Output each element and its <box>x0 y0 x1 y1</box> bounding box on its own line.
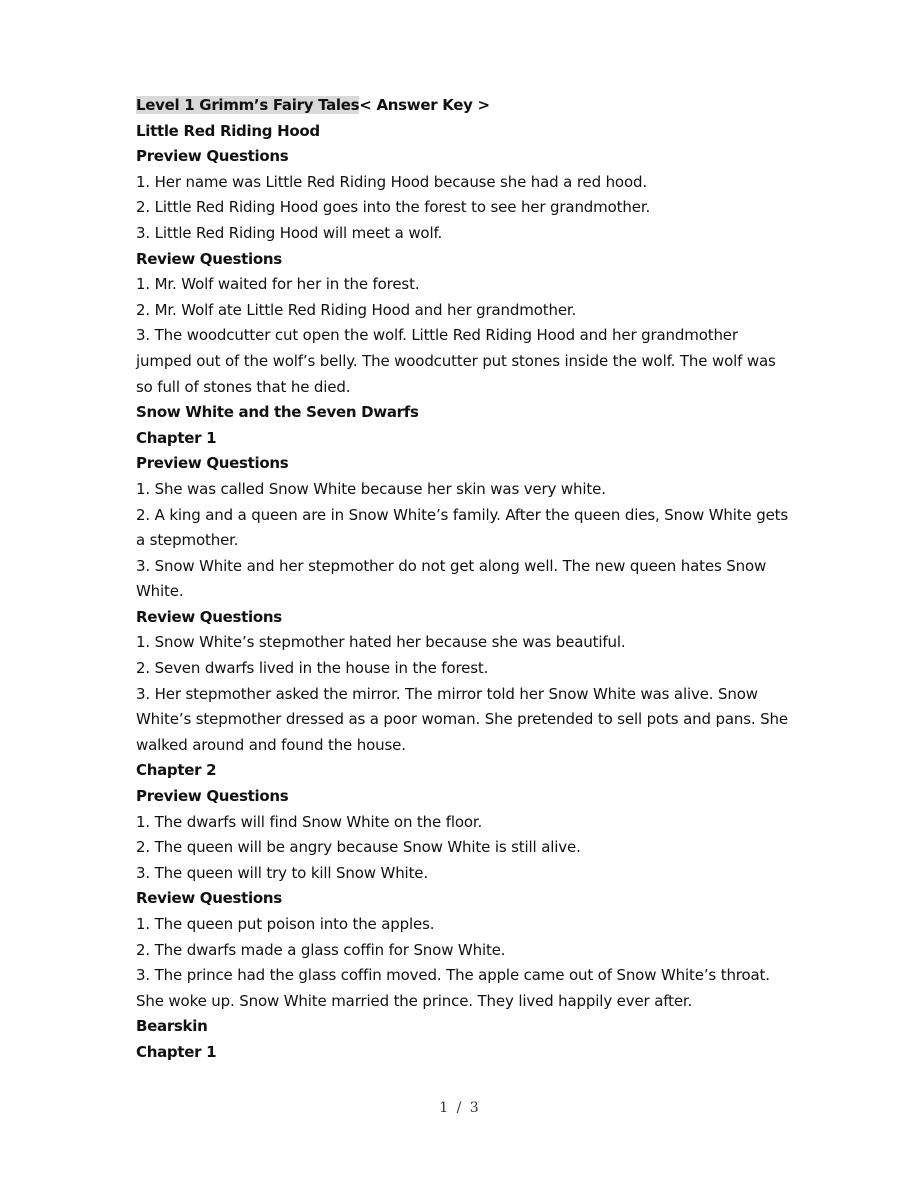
section-heading: Preview Questions <box>136 147 289 166</box>
section-heading: Chapter 1 <box>136 428 217 447</box>
section-heading: Snow White and the Seven Dwarfs <box>136 403 419 422</box>
page-number: 1 / 3 <box>439 1100 481 1116</box>
answer-line: 1. She was called Snow White because her skin was very white. <box>136 479 606 498</box>
answer-line: jumped out of the wolf’s belly. The woodcutter put stones inside the wolf. The wolf was <box>136 351 776 370</box>
answer-line: a stepmother. <box>136 531 239 550</box>
answer-line: walked around and found the house. <box>136 735 406 754</box>
title-highlight: Level 1 Grimm’s Fairy Tales <box>136 96 360 114</box>
section-heading: Little Red Riding Hood <box>136 121 320 140</box>
answer-line: 3. The prince had the glass coffin moved. The apple came out of Snow White’s throat. <box>136 966 770 985</box>
answer-line: 1. The dwarfs will find Snow White on the floor. <box>136 812 483 831</box>
section-heading: Preview Questions <box>136 787 289 806</box>
section-heading: Review Questions <box>136 889 282 908</box>
section-heading: Preview Questions <box>136 454 289 473</box>
answer-line: 2. Mr. Wolf ate Little Red Riding Hood and her grandmother. <box>136 300 577 319</box>
section-heading: Bearskin <box>136 1017 208 1036</box>
answer-line: 2. Seven dwarfs lived in the house in the forest. <box>136 659 489 678</box>
title-answer-key: < Answer Key > <box>359 96 490 114</box>
answer-line: 3. Her stepmother asked the mirror. The mirror told her Snow White was alive. Snow <box>136 684 758 703</box>
answer-line: 3. Little Red Riding Hood will meet a wolf. <box>136 223 443 242</box>
answer-line: White. <box>136 582 184 601</box>
answer-line: 2. Little Red Riding Hood goes into the forest to see her grandmother. <box>136 198 651 217</box>
section-heading: Review Questions <box>136 607 282 626</box>
answer-line: White’s stepmother dressed as a poor woman. She pretended to sell pots and pans. She <box>136 710 788 729</box>
document-title <box>136 93 796 119</box>
answer-line: 3. Snow White and her stepmother do not get along well. The new queen hates Snow <box>136 556 767 575</box>
section-heading: Chapter 2 <box>136 761 217 780</box>
answer-line: 1. The queen put poison into the apples. <box>136 915 435 933</box>
answer-line: 3. The woodcutter cut open the wolf. Little Red Riding Hood and her grandmother <box>136 326 738 345</box>
answer-line: 2. The queen will be angry because Snow White is still alive. <box>136 838 581 857</box>
section-heading: Review Questions <box>136 249 282 268</box>
answer-line: 1. Snow White’s stepmother hated her because she was beautiful. <box>136 633 626 652</box>
section-heading: Chapter 1 <box>136 1042 217 1061</box>
answer-line: 1. Mr. Wolf waited for her in the forest. <box>136 275 420 294</box>
document-body <box>136 93 796 1066</box>
answer-line: 2. The dwarfs made a glass coffin for Snow White. <box>136 940 506 959</box>
answer-line: 3. The queen will try to kill Snow White. <box>136 863 428 882</box>
answer-line: 1. Her name was Little Red Riding Hood because she had a red hood. <box>136 172 647 191</box>
answer-line: 2. A king and a queen are in Snow White’s family. After the queen dies, Snow White gets <box>136 505 789 524</box>
answer-line: She woke up. Snow White married the prince. They lived happily ever after. <box>136 991 693 1010</box>
answer-line: so full of stones that he died. <box>136 377 351 396</box>
